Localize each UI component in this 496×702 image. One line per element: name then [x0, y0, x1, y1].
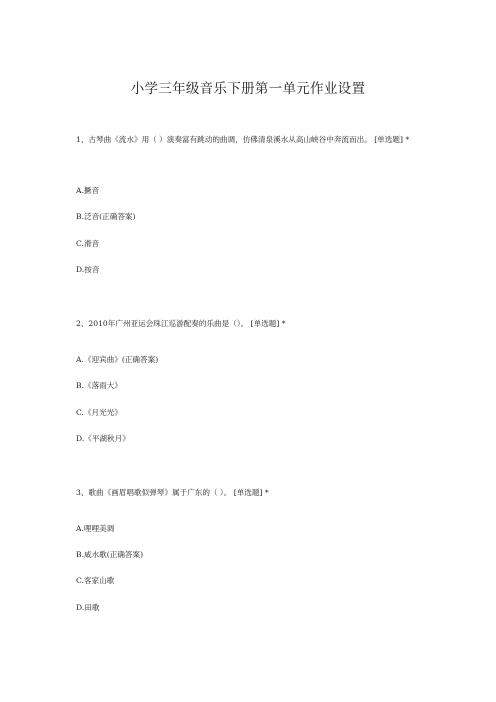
question-3-text: 3、歌曲《画眉唱歌似弹琴》属于广东的（ ）。 [单选题] * — [76, 488, 269, 497]
question-1-option-b: B.泛音(正确答案) — [76, 212, 136, 221]
question-1-option-c: C.滑音 — [76, 239, 100, 248]
question-3-option-d: D.田歌 — [76, 603, 100, 612]
question-2-option-a: A.《迎宾曲》(正确答案) — [76, 355, 159, 364]
question-2-text: 2、2010年广州亚运会珠江巡游配奏的乐曲是（）。 [单选题] * — [76, 319, 286, 328]
question-2-option-c: C.《月光光》 — [76, 408, 122, 417]
question-3-option-b: B.咸水歌(正确答案) — [76, 550, 144, 559]
question-1-option-a: A.撅音 — [76, 186, 100, 195]
page-title: 小学三年级音乐下册第一单元作业设置 — [130, 81, 366, 97]
question-2-option-d: D.《平湖秋月》 — [76, 434, 130, 443]
question-1-text: 1、古琴曲《流水》用（ ）演奏富有跳动的曲调，仿佛清泉溪水从高山峡谷中奔流而出。 [单选题] * — [76, 135, 410, 144]
question-1-option-d: D.按音 — [76, 265, 100, 274]
question-2-option-b: B.《落雨大》 — [76, 381, 122, 390]
question-3-option-c: C.客家山歌 — [76, 576, 115, 585]
question-3-option-a: A.哩哩美调 — [76, 524, 115, 533]
